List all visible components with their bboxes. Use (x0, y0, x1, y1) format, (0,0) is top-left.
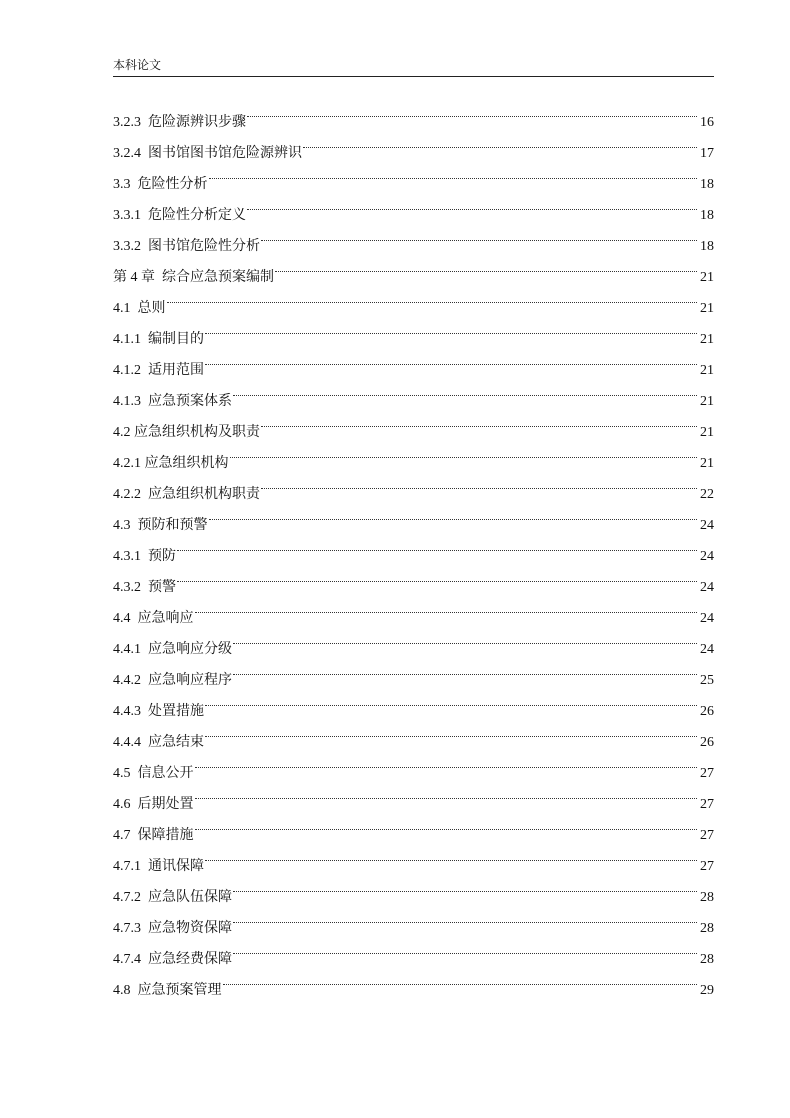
toc-entry-label: 4.1.2 适用范围 (113, 363, 204, 378)
toc-entry-label: 4.2 应急组织机构及职责 (113, 425, 260, 440)
toc-entry-label: 4.2.2 应急组织机构职责 (113, 487, 260, 502)
toc-entry-label: 4.7.1 通讯保障 (113, 859, 204, 874)
toc-entry[interactable] (113, 529, 714, 564)
toc-entry-page-number: 27 (700, 766, 714, 781)
toc-dot-leader (209, 157, 698, 188)
toc-entry[interactable] (113, 560, 714, 595)
toc-dot-leader (205, 839, 697, 870)
toc-dot-leader (195, 591, 698, 622)
toc-entry[interactable] (113, 777, 714, 812)
toc-entry-label: 4.7.2 应急队伍保障 (113, 890, 232, 905)
toc-entry-page-number: 26 (700, 704, 714, 719)
toc-entry-page-number: 24 (700, 580, 714, 595)
toc-dot-leader (233, 374, 697, 405)
toc-entry-page-number: 26 (700, 735, 714, 750)
toc-entry-label: 4.5 信息公开 (113, 766, 194, 781)
toc-entry[interactable] (113, 591, 714, 626)
toc-dot-leader (209, 498, 698, 529)
toc-dot-leader (233, 901, 697, 932)
toc-entry-label: 4.4.2 应急响应程序 (113, 673, 232, 688)
toc-entry[interactable] (113, 746, 714, 781)
table-of-contents (113, 95, 714, 998)
toc-entry[interactable] (113, 808, 714, 843)
toc-entry[interactable] (113, 95, 714, 130)
toc-entry-label: 4.7.3 应急物资保障 (113, 921, 232, 936)
toc-entry-page-number: 27 (700, 859, 714, 874)
toc-entry-label: 4.1.1 编制目的 (113, 332, 204, 347)
toc-entry-label: 4.8 应急预案管理 (113, 983, 222, 998)
toc-dot-leader (261, 405, 697, 436)
toc-entry[interactable] (113, 312, 714, 347)
toc-entry-page-number: 22 (700, 487, 714, 502)
toc-dot-leader (233, 653, 697, 684)
toc-entry-page-number: 21 (700, 363, 714, 378)
toc-entry-label: 4.3.1 预防 (113, 549, 176, 564)
toc-dot-leader (233, 932, 697, 963)
toc-entry-page-number: 27 (700, 828, 714, 843)
page-header (113, 56, 714, 77)
toc-entry-label: 3.3.2 图书馆危险性分析 (113, 239, 260, 254)
toc-entry-page-number: 21 (700, 394, 714, 409)
toc-dot-leader (261, 219, 697, 250)
toc-entry-label: 4.1 总则 (113, 301, 166, 316)
header-title: 本科论文 (113, 58, 162, 72)
toc-entry-label: 4.4 应急响应 (113, 611, 194, 626)
toc-dot-leader (230, 436, 698, 467)
toc-entry-page-number: 17 (700, 146, 714, 161)
toc-entry-label: 4.6 后期处置 (113, 797, 194, 812)
toc-entry-page-number: 18 (700, 177, 714, 192)
toc-dot-leader (205, 684, 697, 715)
toc-entry-label: 4.4.4 应急结束 (113, 735, 204, 750)
toc-dot-leader (205, 312, 697, 343)
toc-dot-leader (233, 622, 697, 653)
toc-dot-leader (177, 529, 697, 560)
toc-entry-page-number: 21 (700, 301, 714, 316)
toc-entry-page-number: 29 (700, 983, 714, 998)
toc-entry[interactable] (113, 839, 714, 874)
toc-entry-label: 4.2.1 应急组织机构 (113, 456, 229, 471)
toc-dot-leader (205, 715, 697, 746)
toc-entry-page-number: 28 (700, 921, 714, 936)
toc-dot-leader (195, 777, 698, 808)
toc-dot-leader (247, 95, 697, 126)
toc-dot-leader (275, 250, 697, 281)
toc-dot-leader (223, 963, 698, 994)
toc-entry-label: 4.7 保障措施 (113, 828, 194, 843)
toc-entry-page-number: 18 (700, 239, 714, 254)
toc-entry-label: 3.2.4 图书馆图书馆危险源辨识 (113, 146, 302, 161)
toc-entry-page-number: 21 (700, 332, 714, 347)
toc-entry-page-number: 24 (700, 518, 714, 533)
toc-dot-leader (195, 808, 698, 839)
toc-entry-page-number: 25 (700, 673, 714, 688)
toc-entry-page-number: 28 (700, 890, 714, 905)
toc-entry[interactable] (113, 281, 714, 316)
toc-entry-page-number: 16 (700, 115, 714, 130)
toc-entry-label: 4.4.1 应急响应分级 (113, 642, 232, 657)
toc-entry-label: 4.7.4 应急经费保障 (113, 952, 232, 967)
toc-entry-label: 3.3.1 危险性分析定义 (113, 208, 246, 223)
toc-entry-page-number: 21 (700, 270, 714, 285)
toc-dot-leader (233, 870, 697, 901)
toc-dot-leader (303, 126, 697, 157)
toc-entry-label: 4.3 预防和预警 (113, 518, 208, 533)
toc-entry-page-number: 18 (700, 208, 714, 223)
toc-dot-leader (177, 560, 697, 591)
toc-entry-page-number: 21 (700, 456, 714, 471)
toc-entry-label: 4.4.3 处置措施 (113, 704, 204, 719)
toc-entry-label: 第 4 章 综合应急预案编制 (113, 270, 274, 285)
toc-entry-page-number: 27 (700, 797, 714, 812)
toc-entry-page-number: 21 (700, 425, 714, 440)
toc-entry-label: 3.2.3 危险源辨识步骤 (113, 115, 246, 130)
toc-entry-page-number: 24 (700, 642, 714, 657)
toc-entry[interactable] (113, 622, 714, 657)
toc-dot-leader (205, 343, 697, 374)
toc-dot-leader (261, 467, 697, 498)
toc-entry-page-number: 28 (700, 952, 714, 967)
toc-entry-page-number: 24 (700, 611, 714, 626)
toc-entry-page-number: 24 (700, 549, 714, 564)
toc-entry-label: 3.3 危险性分析 (113, 177, 208, 192)
toc-dot-leader (195, 746, 698, 777)
toc-dot-leader (247, 188, 697, 219)
toc-entry-label: 4.3.2 预警 (113, 580, 176, 595)
toc-dot-leader (167, 281, 698, 312)
toc-entry-label: 4.1.3 应急预案体系 (113, 394, 232, 409)
